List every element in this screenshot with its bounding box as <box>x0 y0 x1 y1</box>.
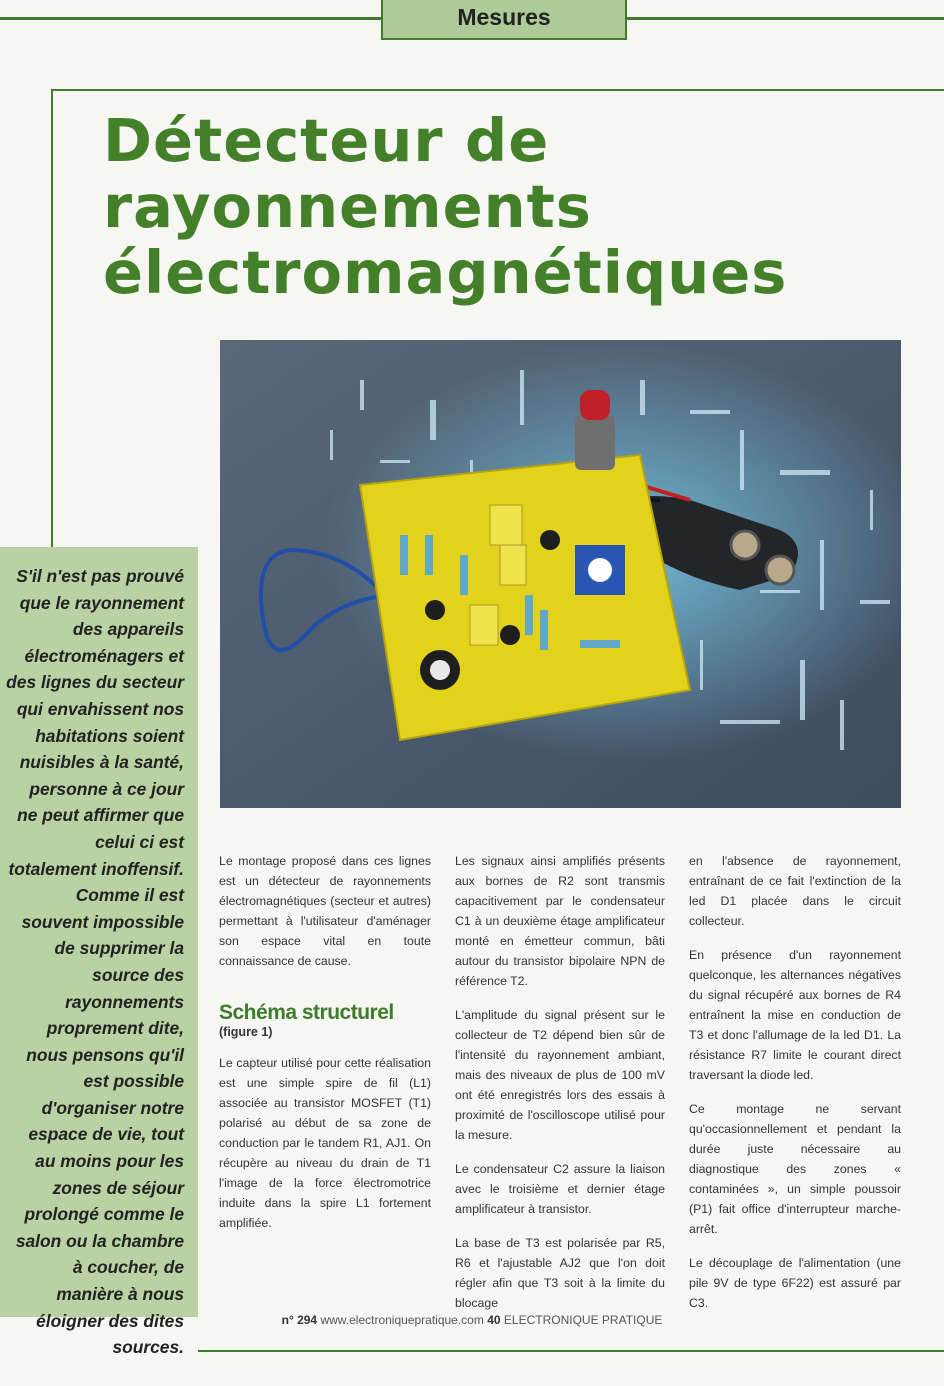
col1-paragraph-1: Le montage proposé dans ces lignes est un détecteur de rayonnements électromagnétiques (secteur et autres) permettant à l'utilisateur d'aménager son espace vital en toute connaissance de cause. <box>219 854 431 968</box>
column-1 <box>219 851 431 1247</box>
col2-paragraph-1: Les signaux ainsi amplifiés présents aux bornes de R2 sont transmis capacitivement par le condensateur C1 à un deuxième étage amplificateur monté en émetteur commun, bâti autour du transistor bipolaire NPN de référence T2. <box>455 854 665 988</box>
figure-ref: (figure 1) <box>219 1025 273 1039</box>
top-rule-right <box>627 17 944 20</box>
issue-number: n° 294 <box>281 1313 318 1327</box>
magazine-name: ELECTRONIQUE PRATIQUE <box>503 1313 663 1327</box>
top-rule-left <box>0 17 381 20</box>
col1-paragraph-2: Le capteur utilisé pour cette réalisation est une simple spire de fil (L1) associée au transistor MOSFET (T1) polarisé au début de sa zone de conduction par le tandem R1, AJ1. On récupère au niveau du drain de T1 l'image de la force électromotrice induite dans la spire L1 fortement amplifiée. <box>219 1056 431 1230</box>
col3-paragraph-2: En présence d'un rayonnement quelconque, les alternances négatives du signal récupéré aux bornes de R4 entraînent la mise en conduction de T3 et donc l'allumage de la led D1. La résistance R7 limite le courant direct traversant la diode led. <box>689 948 901 1082</box>
frame-top-line <box>52 89 944 91</box>
col3-paragraph-3: Ce montage ne servant qu'occasionnellement et pendant la durée juste nécessaire au diagnostique des zones « contaminées », un simple poussoir (P1) fait office d'interrupteur marche-arrêt. <box>689 1102 901 1236</box>
page-number: 40 <box>487 1313 501 1327</box>
article-title <box>103 108 923 306</box>
title-line-1: Détecteur de <box>103 106 550 175</box>
col3-paragraph-4: Le découplage de l'alimentation (une pile 9V de type 6F22) est assuré par C3. <box>689 1256 901 1310</box>
column-2 <box>455 851 665 1327</box>
section-heading: Schéma structurel <box>219 1001 394 1024</box>
col2-paragraph-4: La base de T3 est polarisée par R5, R6 et l'ajustable AJ2 que l'on doit régler afin que T3 soit à la limite du blocage <box>455 1236 665 1310</box>
title-line-2: rayonnements <box>103 172 592 241</box>
col2-paragraph-3: Le condensateur C2 assure la liaison avec le troisième et dernier étage amplificateur à transistor. <box>455 1162 665 1216</box>
frame-left-line <box>51 89 53 549</box>
column-3 <box>689 851 901 1327</box>
title-line-3: électromagnétiques <box>103 238 788 307</box>
intro-text: S'il n'est pas prouvé que le rayonnement des appareils électroménagers et des lignes du secteur qui envahissent nos habitations soient nuisibles à la santé, personne à ce jour ne peut affirmer que celui ci est totalement inoffensif. Comme il est souvent impossible de supprimer la source des rayonnements proprement dite, nous pensons qu'il est possible d'organiser notre espace de vie, tout au moins pour les zones de séjour prolongé comme le salon ou la chambre à coucher, de manière à nous éloigner des dites sources. <box>6 566 184 1358</box>
bottom-rule <box>198 1350 944 1352</box>
col2-paragraph-2: L'amplitude du signal présent sur le collecteur de T2 dépend bien sûr de l'intensité du rayonnement ambiant, mais des niveaux de plus de 100 mV ont été enregistrés lors des essais à proximité de l'oscilloscope utilisé pour la mesure. <box>455 1008 665 1142</box>
circuit-board-photo <box>220 340 901 808</box>
section-tab: Mesures <box>381 0 627 40</box>
website-url[interactable]: www.electroniquepratique.com <box>320 1313 484 1327</box>
col3-paragraph-1: en l'absence de rayonnement, entraînant de ce fait l'extinction de la led D1 placée dans le circuit collecteur. <box>689 854 901 928</box>
page-footer <box>0 1313 944 1327</box>
